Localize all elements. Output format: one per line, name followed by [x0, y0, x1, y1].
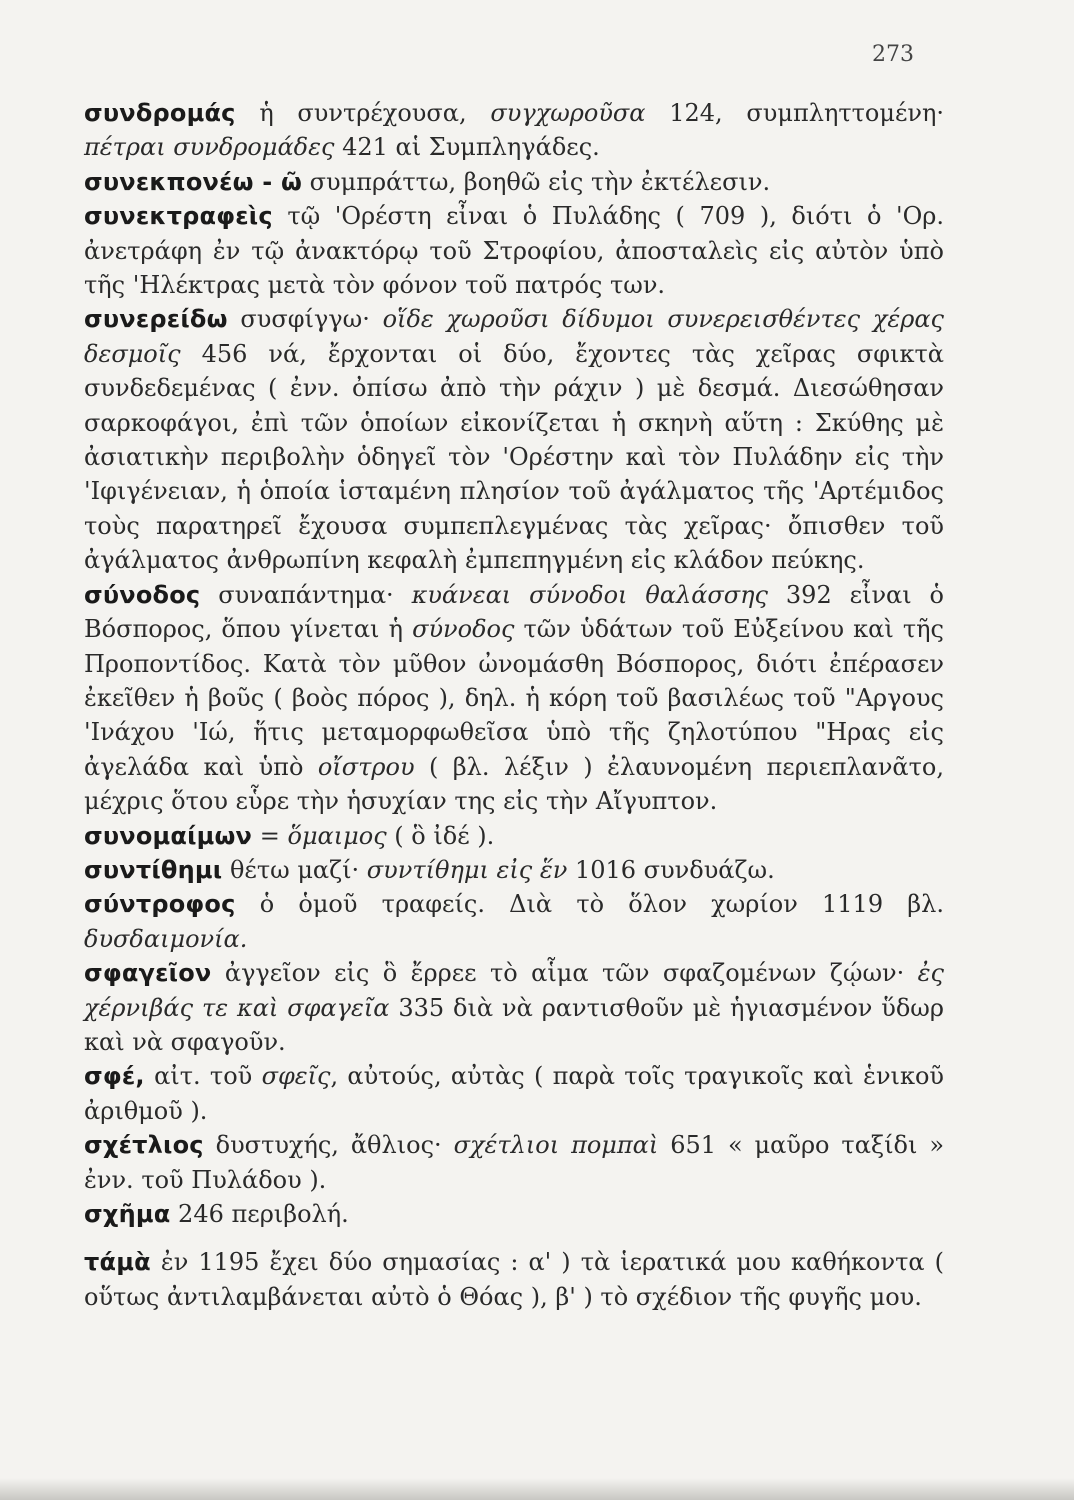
entry-quote: οἵδε χωροῦσι δίδυμοι συνερεισθέντες χέρας δεσμοῖς: [84, 305, 944, 368]
entry-headword: σφαγεῖον: [84, 959, 212, 988]
entry-definition: 651 « μαῦρο ταξίδι » ἐνν. τοῦ Πυλάδου ).: [84, 1131, 945, 1194]
entry-definition: 392 εἶναι ὁ Βόσπορος, ὅπου γίνεται ἡ: [84, 580, 945, 644]
entry-quote: σχέτλιοι πομπαὶ: [453, 1131, 659, 1160]
entry-definition: συναπάντημα·: [218, 580, 412, 609]
glossary-entry: [84, 956, 944, 1059]
entry-definition: 456 νά, ἔρχονται οἱ δύο, ἔχοντες τὰς χεῖρας σφικτὰ συνδεδεμένας ( ἐνν. ὀπίσω ἀπὸ τὴν ράχιν ) μὲ δεσμά. Διεσώθησαν σαρκοφάγοι, ἐπὶ τῶν ὁποίων εἰκονίζεται ἡ σκηνὴ αὕτη : Σκύθης μὲ ἀσιατικὴν περιβολὴν ὁδηγεῖ τὸν 'Ορέστην καὶ τὸν Πυλάδην εἰς τὴν 'Ιφιγένειαν, ἡ ὁποία ἱσταμένη πλησίον τοῦ ἀγάλματος τῆς 'Αρτέμιδος τοὺς παρατηρεῖ ἔχουσα συμπεπλεγμένας τὰς χεῖρας· ὄπισθεν τοῦ ἀγάλματος ἀνθρωπίνη κεφαλὴ ἐμπεπηγμένη εἰς κλάδον πεύκης.: [84, 339, 944, 575]
glossary-entry: [84, 1197, 944, 1231]
entry-definition: 1016 συνδυάζω.: [567, 855, 775, 884]
glossary-entry: [84, 1245, 944, 1314]
entry-headword: σύντροφος: [84, 890, 236, 919]
glossary-entry: [84, 302, 944, 577]
entry-definition: συσφίγγω·: [240, 305, 383, 334]
entry-definition: , αὐτούς, αὐτὰς ( παρὰ τοῖς τραγικοῖς καὶ ἑνικοῦ ἀριθμοῦ ).: [84, 1062, 944, 1125]
entry-headword: συνερείδω: [84, 305, 228, 334]
entry-quote: πέτραι συνδρομάδες: [84, 133, 335, 162]
entry-quote: δυσδαιμονία.: [84, 924, 248, 953]
entry-quote: ἐς χέρνιβάς τε καὶ σφαγεῖα: [84, 959, 944, 1022]
entry-definition: ( βλ. λέξιν ) ἐλαυνομένη περιεπλανᾶτο, μέχρις ὅτου εὗρε τὴν ἡσυχίαν της εἰς τὴν Αἴγυπτον.: [84, 752, 944, 816]
entry-quote: σφεῖς: [261, 1062, 331, 1091]
entry-headword: σύνοδος: [84, 580, 201, 609]
glossary-entry: [84, 887, 944, 956]
entry-headword: σφέ,: [84, 1062, 145, 1091]
entry-definition: θέτω μαζί·: [229, 855, 367, 884]
entry-definition: 124, συμπληττομένη·: [645, 99, 944, 127]
entry-definition: συμπράττω, βοηθῶ εἰς τὴν ἐκτέλεσιν.: [309, 167, 771, 196]
entry-headword: συνδρομάς: [84, 99, 236, 127]
entry-definition: ( ὃ ἰδέ ).: [386, 821, 495, 850]
page-number: 273: [872, 42, 914, 67]
entry-quote: οἴστρου: [317, 752, 415, 781]
entry-headword: συντίθημι: [84, 855, 223, 884]
entry-quote: ὅμαιμος: [287, 821, 387, 850]
entry-definition: ἀγγεῖον εἰς ὃ ἔρρεε τὸ αἷμα τῶν σφαζομένων ζῴων·: [224, 959, 918, 988]
entry-quote: συντίθημι εἰς ἕν: [366, 855, 568, 884]
entry-headword: συνομαίμων: [84, 821, 253, 850]
glossary-entry: [84, 165, 944, 199]
glossary-entry: [84, 96, 944, 165]
entry-headword: σχέτλιος: [84, 1131, 204, 1160]
glossary-entry: [84, 1128, 944, 1197]
entry-definition: τῶν ὑδάτων τοῦ Εὐξείνου καὶ τῆς Προποντίδος. Κατὰ τὸν μῦθον ὠνομάσθη Βόσπορος, διότι ἐπέρασεν ἐκεῖθεν ἡ βοῦς ( βοὸς πόρος ), δηλ. ἡ κόρη τοῦ βασιλέως τοῦ "Αργους 'Ινάχου 'Ιώ, ἥτις μεταμορφωθεῖσα ὑπὸ τῆς ζηλοτύπου "Ηρας εἰς ἀγελάδα καὶ ὑπὸ: [84, 615, 944, 781]
glossary-entry: [84, 199, 944, 302]
page-edge-shadow: [0, 1478, 1074, 1500]
entry-definition: 335 διὰ νὰ ραντισθοῦν μὲ ἡγιασμένον ὕδωρ καὶ νὰ σφαγοῦν.: [84, 993, 944, 1056]
entry-headword: σχῆμα: [84, 1200, 171, 1228]
glossary-entry: [84, 578, 944, 819]
glossary-entry: [84, 819, 944, 853]
entry-definition: ἐν 1195 ἔχει δύο σημασίας : α' ) τὰ ἱερατικά μου καθήκοντα ( οὕτως ἀντιλαμβάνεται αὐτὸ ὁ Θόας ), β' ) τὸ σχέδιον τῆς φυγῆς μου.: [84, 1248, 944, 1311]
entry-quote: συγχωροῦσα: [490, 99, 646, 127]
glossary-entry: [84, 1059, 944, 1128]
entry-definition: 246 περιβολή.: [178, 1200, 349, 1228]
entry-definition: ὁ ὁμοῦ τραφείς. Διὰ τὸ ὅλον χωρίον 1119 βλ.: [259, 890, 944, 919]
glossary-entry: [84, 853, 944, 887]
entry-definition: τῷ 'Ορέστη εἶναι ὁ Πυλάδης ( 709 ), διότι ὁ 'Ορ. ἀνετράφη ἐν τῷ ἀνακτόρῳ τοῦ Στροφίου, ἀποσταλεὶς εἰς αὐτὸν ὑπὸ τῆς 'Ηλέκτρας μετὰ τὸν φόνον τοῦ πατρός των.: [84, 202, 944, 300]
entry-quote: σύνοδος: [412, 615, 515, 644]
entry-headword: τάμὰ: [84, 1248, 151, 1277]
entry-definition: 421 αἱ Συμπληγάδες.: [334, 133, 600, 162]
glossary-entries: [84, 96, 944, 1314]
entry-definition: αἰτ. τοῦ: [154, 1062, 262, 1091]
entry-definition: =: [259, 821, 288, 850]
entry-definition: δυστυχής, ἄθλιος·: [215, 1131, 454, 1160]
entry-headword: συνεκτραφεὶς: [84, 202, 273, 231]
entry-headword: συνεκπονέω - ῶ: [84, 167, 303, 196]
entry-quote: κυάνεαι σύνοδοι θαλάσσης: [411, 580, 768, 609]
entry-definition: ἡ συντρέχουσα,: [259, 99, 491, 127]
